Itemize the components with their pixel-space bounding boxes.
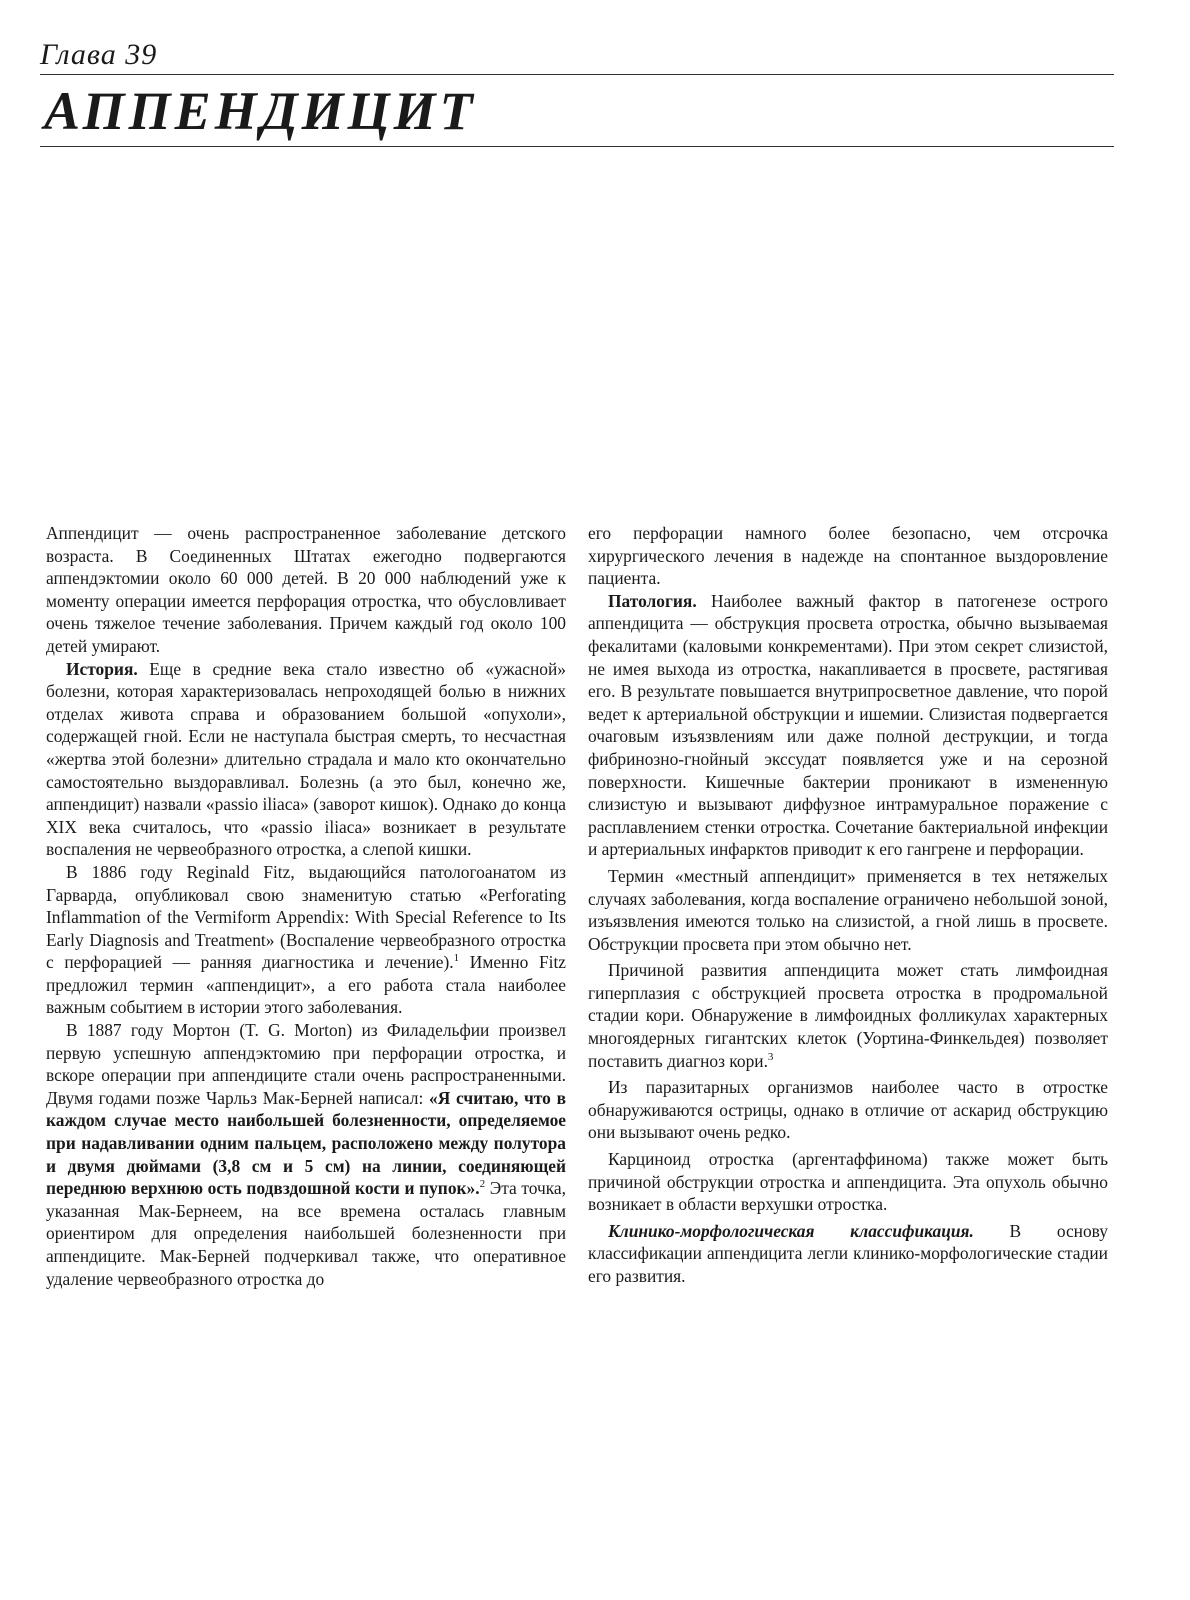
footnote-ref-1: 1 — [453, 952, 460, 965]
paragraph-fitz: В 1886 году Reginald Fitz, выдающийся патологоанатом из Гарварда, опубликовал свою знаменитую статью «Perforating Inflammation of the Vermiform Appendix: With Special Reference to Its Early Diagnosis and Treatment» (Воспаление червеобразного отростка с перфорацией — ранняя диагностика и лечение).$^1$ Именно Fitz предложил термин «аппендицит», а его работа стала наиболее важным событием в истории этого заболевания. — [46, 861, 567, 1018]
history-heading: История. — [66, 658, 138, 679]
left-column — [46, 522, 566, 1290]
paragraph-lymphoid: Причиной развития аппендицита может стать лимфоидная гиперплазия с обструкцией просвета отростка в продромальной стадии кори. Обнаружение в лимфоидных фолликулах характерных многоядерных гигантских клеток (Уортина-Финкельдея) позволяет поставить диагноз кори.$^3$ — [588, 960, 1108, 1071]
top-rule — [40, 74, 1114, 75]
paragraph-intro: Аппендицит — очень распространенное заболевание детского возраста. В Соединенных Штатах ежегодно подвергаются аппендэктомии около 60 000 детей. В 20 000 наблюдений уже к моменту операции имеется перфорация отростка, что обусловливает очень тяжелое течение заболевания. Причем каждый год около 100 детей умирают. — [46, 523, 566, 656]
mcburney-quote: «Я считаю, что в каждом случае место наибольшей болезненности, определяемое при надавливании одним пальцем, расположено между полутора и двумя дюймами (3,8 см и 5 см) на линии, соединяющей переднюю верхнюю ость подвздошной кости и пупок». — [46, 1087, 566, 1199]
paragraph-carcinoid: Карциноид отростка (аргентаффинома) также может быть причиной обструкции отростка и аппендицита. Эта опухоль обычно возникает в области верхушки отростка. — [588, 1149, 1108, 1215]
paragraph-continuation: его перфорации намного более безопасно, чем отсрочка хирургического лечения в надежде на спонтанное выздоровление пациента. — [588, 523, 1108, 589]
paragraph-history: История. Еще в средние века стало известно об «ужасной» болезни, которая характеризовалась непроходящей болью в нижних отделах живота справа и образованием большой «опухоли», содержащей гной. Если не наступала быстрая смерть, то несчастная «жертва этой болезни» длительно страдала и мало кто окончательно самостоятельно выздоравливал. Болезнь (а это был, конечно же, аппендицит) назвали «passio iliaca» (заворот кишок). Однако до конца XIX века считалось, что «passio iliaca» возникает в результате воспаления не червеобразного отростка, а слепой кишки. — [46, 658, 566, 860]
paragraph-pathology: Патология. Наиболее важный фактор в патогенезе острого аппендицита — обструкция просвета отростка, обычно вызываемая фекалитами (каловыми конкрементами). При этом секрет слизистой, не имея выхода из отростка, накапливается в просвете, растягивая его. В результате повышается внутрипросветное давление, что порой ведет к артериальной обструкции и ишемии. Слизистая подвергается очаговым изъязвлениям или даже полной деструкции, и тогда фибринозно-гнойный экссудат появляется уже и на серозной поверхности. Кишечные бактерии проникают в измененную слизистую и вызывают диффузное интрамуральное поражение с расплавлением стенки отростка. Сочетание бактериальной инфекции и артериальных инфарктов приводит к его гангрене и перфорации. — [588, 590, 1108, 860]
classification-heading: Клинико-морфологическая классификация. — [608, 1220, 974, 1241]
title-rule — [40, 146, 1114, 147]
footnote-ref-3: 3 — [767, 1050, 774, 1063]
paragraph-classification: Клинико-морфологическая классификация. В основу классификации аппендицита легли клинико-морфологические стадии его развития. — [588, 1220, 1108, 1286]
footnote-ref-2: 2 — [479, 1178, 486, 1191]
chapter-title: АППЕНДИЦИТ — [44, 81, 477, 141]
paragraph-local-appendicitis: Термин «местный аппендицит» применяется в тех нетяжелых случаях заболевания, когда воспаление ограничено небольшой зоной, изъязвления имеются только на слизистой, а гной лишь в просвете. Обструкции просвета при этом обычно нет. — [588, 865, 1108, 954]
paragraph-morton: В 1887 году Мортон (T. G. Morton) из Филадельфии произвел первую успешную аппендэктомию при перфорации отростка, и вскоре операции при аппендиците стали очень распространенными. Двумя годами позже Чарльз Мак-Берней написал: «Я считаю, что в каждом случае место наибольшей болезненности, определяемое при надавливании одним пальцем, расположено между полутора и двумя дюймами (3,8 см и 5 см) на линии, соединяющей переднюю верхнюю ость подвздошной кости и пупок».$^2$ Эта точка, указанная Мак-Бернеем, на все времена осталась главным ориентиром для определения наибольшей болезненности при аппендиците. Мак-Берней подчеркивал также, что оперативное удаление червеобразного отростка до — [46, 1020, 566, 1289]
paragraph-parasites: Из паразитарных организмов наиболее часто в отростке обнаруживаются острицы, однако в отличие от аскарид обструкцию они вызывают очень редко. — [588, 1077, 1108, 1143]
chapter-label: Глава 39 — [40, 38, 158, 71]
right-column — [588, 522, 1108, 1288]
pathology-heading: Патология. — [608, 590, 697, 611]
